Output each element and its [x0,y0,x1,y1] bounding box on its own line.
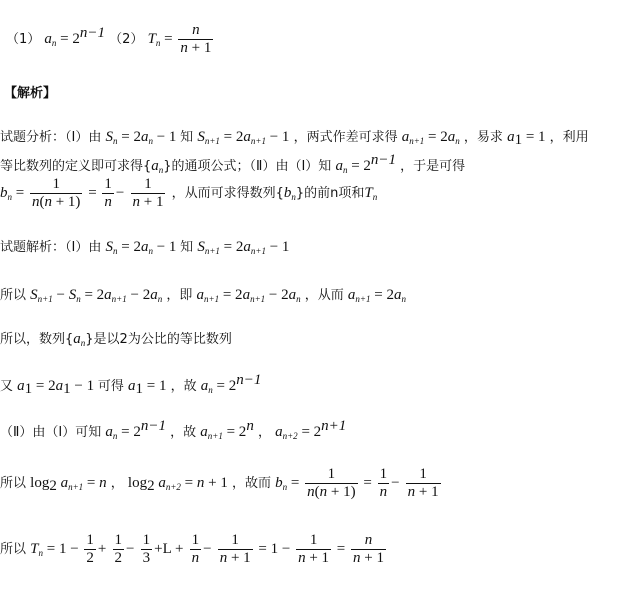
analysis-line-1: 试题分析：（Ⅰ）由 $S_n = 2a_n - 1$ 知 $S_{n+1} = 2a_{n+1} - 1$ ，两式作差可求得 $a_{n+1} = 2a_n$ ，易求 $a_1 = 1$ ，利用 [0,129,589,148]
solution-line-7: 所以 $T_n = 1$ − $\frac{1}{2}$ + $\frac{1}{2}$ − $\frac{1}{3}$ +L + $\frac{1}{n}$ − $\frac{1}{n + 1}$ = 1 − $\frac{1}{n + 1}$ = $\frac{n}{n + 1}$ [0,532,384,566]
answer-fraction: $\frac{n}{n + 1}$ [180,22,212,56]
part2-label: （2） [109,32,144,47]
solution-line-5: （Ⅱ）由（Ⅰ）可知 $a_n = 2^{n-1}$ ，故 $a_{n+1} = 2^n$ ， $a_{n+2} = 2^{n+1}$ [0,418,347,441]
solution-line-1: 试题解析：（Ⅰ）由 $S_n = 2a_n - 1$ 知 $S_{n+1} = 2a_{n+1} - 1$ [0,239,290,256]
analysis-heading: 【解析】 [4,86,57,101]
analysis-line-2: 等比数列的定义即可求得$\{a_n\}$的通项公式；（Ⅱ）由（Ⅰ）知 $a_n = 2^{n-1}$ ，于是可得 [0,152,466,175]
solution-line-2: 所以 $S_{n+1} - S_n = 2a_{n+1} - 2a_n$ ，即 $a_{n+1} = 2a_{n+1} - 2a_n$ ，从而 $a_{n+1} = 2a_n$ [0,287,406,304]
solution-line-6: 所以 $\log_2 a_{n+1} = n$ ， $\log_2 a_{n+2} = n + 1$ ，故而 $b_n$ = $\frac{1}{n(n + 1)}$ = $\frac{1}{n}$ − $\frac{1}{n + 1}$ [0,466,439,500]
part1-label: （1） [6,32,41,47]
solution-line-3: 所以，数列$\{a_n\}$是以2为公比的等比数列 [0,331,232,348]
answer-line: （1） $a_n = 2^{n-1}$ （2） $T_n$ = $\frac{n}{n + 1}$ [6,22,212,56]
analysis-line-3: $b_n$ = $\frac{1}{n(n + 1)}$ = $\frac{1}{n}$ − $\frac{1}{n + 1}$ ，从而可求得数列$\{b_n\}$的前n项和$T_n$ [0,176,378,210]
solution-line-4: 又 $a_1 = 2a_1 - 1$ 可得 $a_1 = 1$ ，故 $a_n = 2^{n-1}$ [0,372,262,397]
